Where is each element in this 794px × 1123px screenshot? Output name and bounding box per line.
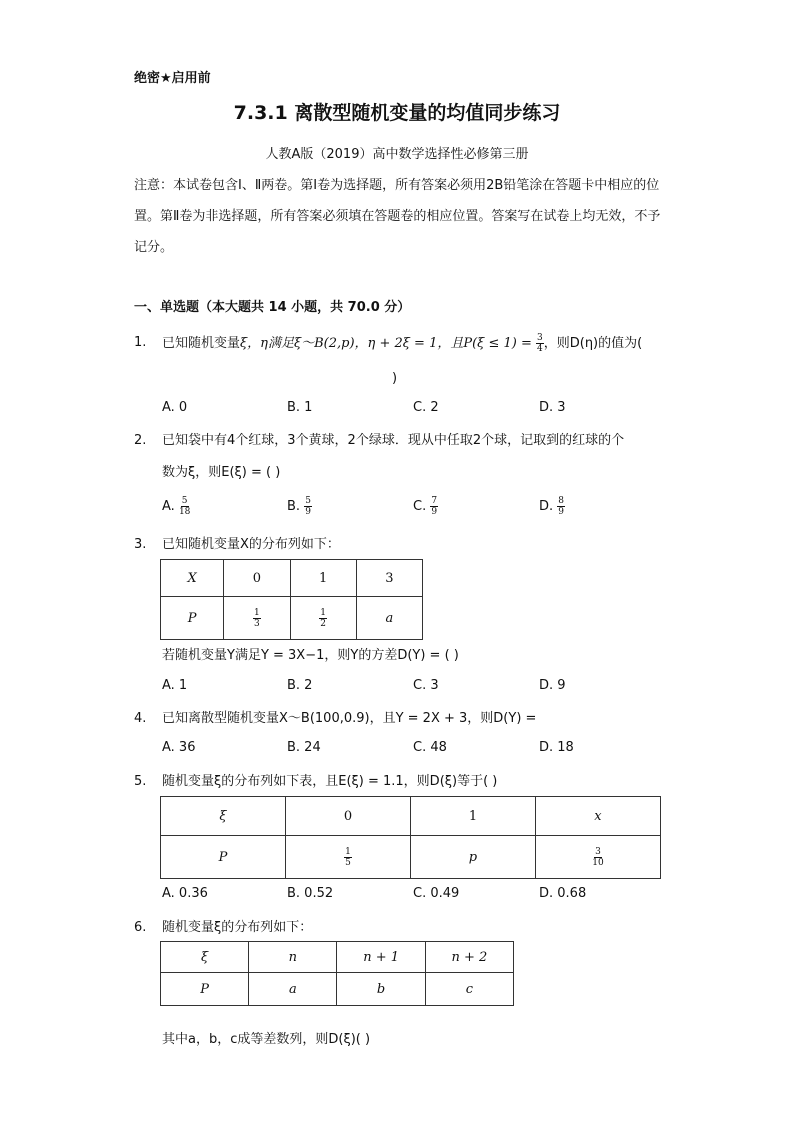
table-cell: ξ — [161, 797, 286, 836]
distribution-table-q5 — [160, 796, 661, 879]
q4-option-d[interactable]: D. 18 — [539, 740, 574, 755]
table-cell: n — [249, 942, 337, 973]
table-row — [161, 560, 423, 597]
fraction: $\frac{5}{18}$ — [178, 496, 191, 517]
question-text: 已知随机变量ξ，η满足ξ～B(2,p)，η + 2ξ = 1，且P(ξ ≤ 1) = $\frac{3}{4}$ ，则D(η)的值为( — [162, 333, 643, 354]
table-cell: ξ — [161, 942, 249, 973]
question-number: 6. — [134, 920, 147, 935]
fraction: $\frac{3}{10}$ — [592, 846, 604, 868]
table-cell: x — [535, 797, 660, 836]
question-text-cont: 数为ξ，则E(ξ) = ( ) — [162, 465, 281, 480]
q3-option-b[interactable]: B. 2 — [287, 678, 313, 693]
table-row — [161, 797, 661, 836]
question-text-cont: ) — [392, 371, 398, 386]
q5-option-b[interactable]: B. 0.52 — [287, 886, 334, 901]
section-title: 一、单选题（本大题共 14 小题，共 70.0 分） — [134, 300, 411, 315]
fraction: $\frac{5}{9}$ — [305, 496, 311, 517]
page-subtitle: 人教A版（2019）高中数学选择性必修第三册 — [265, 147, 529, 162]
question-number: 2. — [134, 433, 147, 448]
table-cell: n + 2 — [425, 942, 513, 973]
question-number: 4. — [134, 711, 147, 726]
table-cell — [224, 597, 290, 640]
table-cell — [285, 836, 410, 879]
exam-note: 注意：本试卷包含Ⅰ、Ⅱ两卷。第Ⅰ卷为选择题，所有答案必须用2B铅笔涂在答题卡中相应的位置。第Ⅱ卷为非选择题，所有答案必须填在答题卷的相应位置。答案写在试卷上均无效，不予记分。 — [134, 178, 661, 255]
distribution-table-q3 — [160, 559, 423, 640]
table-cell: p — [410, 836, 535, 879]
table-row — [161, 942, 514, 973]
q5-option-c[interactable]: C. 0.49 — [413, 886, 460, 901]
table-cell: 1 — [410, 797, 535, 836]
q5-option-a[interactable]: A. 0.36 — [162, 886, 208, 901]
table-row — [161, 597, 423, 640]
secret-mark: 绝密★启用前 — [134, 71, 211, 86]
q2-option-b[interactable]: B. $\frac{5}{9}$ — [287, 496, 311, 517]
table-cell — [535, 836, 660, 879]
table-cell: X — [161, 560, 224, 597]
q1-option-c[interactable]: C. 2 — [413, 400, 439, 415]
table-cell: 0 — [224, 560, 290, 597]
fraction: $\frac{8}{9}$ — [558, 496, 565, 517]
table-cell: P — [161, 836, 286, 879]
table-row — [161, 836, 661, 879]
question-number: 5. — [134, 774, 147, 789]
question-number: 1. — [134, 335, 147, 350]
q1-option-a[interactable]: A. 0 — [162, 400, 188, 415]
question-text: 已知随机变量X的分布列如下： — [162, 537, 340, 552]
q4-option-a[interactable]: A. 36 — [162, 740, 196, 755]
q3-option-a[interactable]: A. 1 — [162, 678, 188, 693]
question-text: 已知离散型随机变量X～B(100,0.9)，且Y = 2X + 3，则D(Y) = — [162, 711, 537, 726]
q3-option-c[interactable]: C. 3 — [413, 678, 439, 693]
table-cell: b — [337, 973, 425, 1006]
q4-option-b[interactable]: B. 24 — [287, 740, 321, 755]
q2-option-c[interactable]: C. $\frac{7}{9}$ — [413, 496, 438, 517]
table-cell: 3 — [356, 560, 422, 597]
table-cell: 0 — [285, 797, 410, 836]
q1-option-d[interactable]: D. 3 — [539, 400, 566, 415]
q5-option-d[interactable]: D. 0.68 — [539, 886, 587, 901]
table-cell: a — [249, 973, 337, 1006]
fraction: $\frac{1}{5}$ — [345, 846, 351, 868]
q2-option-a[interactable]: A. $\frac{5}{18}$ — [162, 496, 191, 517]
fraction: $\frac{3}{4}$ — [537, 333, 543, 354]
q2-option-d[interactable]: D. $\frac{8}{9}$ — [539, 496, 565, 517]
question-text: 随机变量ξ的分布列如下： — [162, 920, 313, 935]
table-cell: c — [425, 973, 513, 1006]
question-text: 随机变量ξ的分布列如下表，且E(ξ) = 1.1，则D(ξ)等于( ) — [162, 774, 498, 789]
q4-option-c[interactable]: C. 48 — [413, 740, 447, 755]
question-text-cont: 若随机变量Y满足Y = 3X−1，则Y的方差D(Y) = ( ) — [162, 648, 459, 663]
table-cell — [290, 597, 356, 640]
fraction: $\frac{1}{3}$ — [254, 607, 260, 629]
question-number: 3. — [134, 537, 147, 552]
q1-option-b[interactable]: B. 1 — [287, 400, 313, 415]
fraction: $\frac{1}{2}$ — [320, 607, 326, 629]
page-title: 7.3.1 离散型随机变量的均值同步练习 — [233, 102, 561, 124]
fraction: $\frac{7}{9}$ — [431, 496, 438, 517]
table-cell: 1 — [290, 560, 356, 597]
table-cell: P — [161, 597, 224, 640]
question-text: 已知袋中有4个红球，3个黄球，2个绿球．现从中任取2个球，记取到的红球的个 — [162, 433, 625, 448]
table-cell: n + 1 — [337, 942, 425, 973]
table-cell: a — [356, 597, 422, 640]
table-row — [161, 973, 514, 1006]
question-text-cont: 其中a，b，c成等差数列，则D(ξ)( ) — [162, 1032, 371, 1047]
distribution-table-q6 — [160, 941, 514, 1006]
q3-option-d[interactable]: D. 9 — [539, 678, 566, 693]
table-cell: P — [161, 973, 249, 1006]
